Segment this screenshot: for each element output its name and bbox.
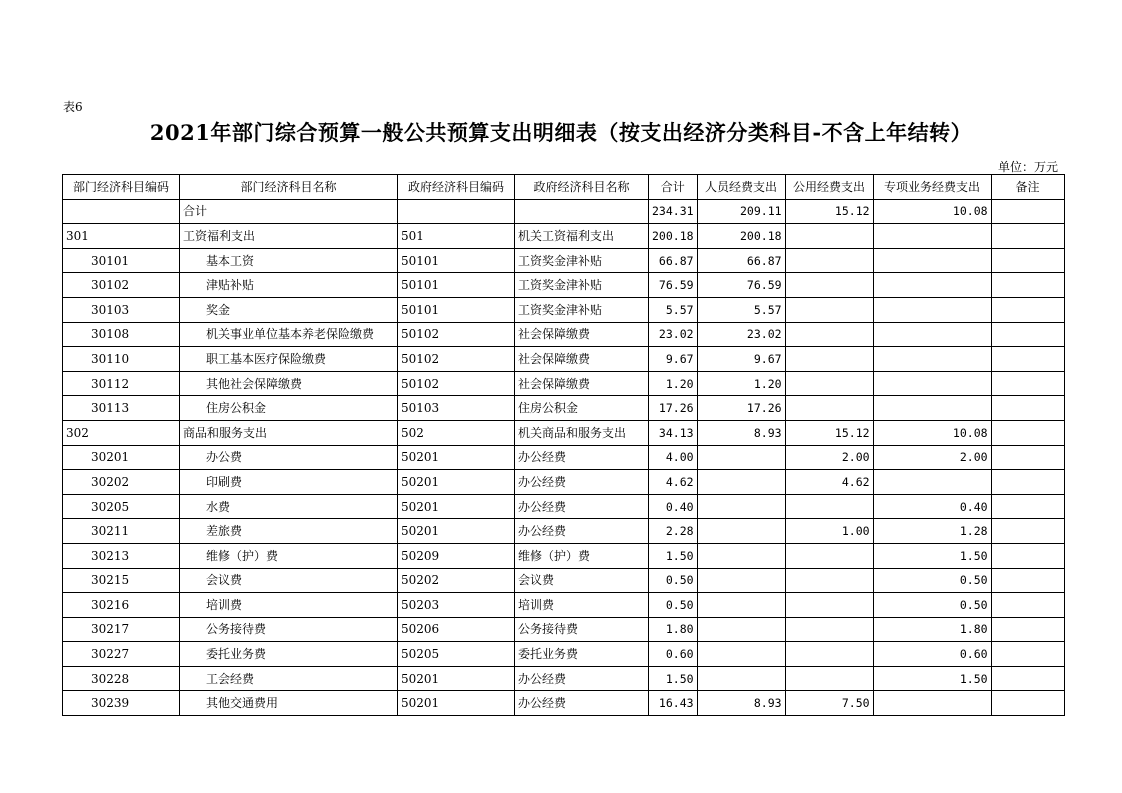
special-cell: 0.40 (873, 494, 991, 519)
dept-code-cell: 30110 (63, 347, 180, 372)
table-row (63, 199, 1065, 224)
gov-name-cell (515, 199, 649, 224)
gov-code-cell: 50101 (398, 273, 515, 298)
table-row (63, 691, 1065, 716)
gov-code-cell: 50202 (398, 568, 515, 593)
note-cell (991, 470, 1064, 495)
dept-code-cell: 30213 (63, 543, 180, 568)
header-gov-code: 政府经济科目编码 (398, 175, 515, 200)
gov-code-cell: 502 (398, 420, 515, 445)
personnel-cell: 1.20 (697, 371, 785, 396)
dept-name-cell: 津贴补贴 (180, 273, 398, 298)
dept-code-cell: 30103 (63, 297, 180, 322)
note-cell (991, 347, 1064, 372)
gov-name-cell: 工资奖金津补贴 (515, 297, 649, 322)
unit-label: 单位：万元 (997, 160, 1058, 174)
dept-name-cell: 水费 (180, 494, 398, 519)
gov-code-cell: 50201 (398, 519, 515, 544)
dept-name-cell: 公务接待费 (180, 617, 398, 642)
dept-code-cell: 30201 (63, 445, 180, 470)
gov-name-cell: 社会保障缴费 (515, 322, 649, 347)
note-cell (991, 273, 1064, 298)
dept-name-cell: 委托业务费 (180, 642, 398, 667)
total-cell: 200.18 (649, 224, 698, 249)
public-cell: 1.00 (785, 519, 873, 544)
dept-code-cell: 30227 (63, 642, 180, 667)
table-row (63, 420, 1065, 445)
note-cell (991, 617, 1064, 642)
total-cell: 0.50 (649, 593, 698, 618)
public-cell: 15.12 (785, 420, 873, 445)
personnel-cell (697, 445, 785, 470)
total-cell: 1.20 (649, 371, 698, 396)
gov-name-cell: 维修（护）费 (515, 543, 649, 568)
public-cell (785, 273, 873, 298)
gov-name-cell: 委托业务费 (515, 642, 649, 667)
dept-name-cell: 机关事业单位基本养老保险缴费 (180, 322, 398, 347)
personnel-cell (697, 593, 785, 618)
note-cell (991, 593, 1064, 618)
personnel-cell: 8.93 (697, 420, 785, 445)
public-cell (785, 224, 873, 249)
public-cell (785, 396, 873, 421)
dept-code-cell: 30113 (63, 396, 180, 421)
header-special: 专项业务经费支出 (873, 175, 991, 200)
total-cell: 76.59 (649, 273, 698, 298)
note-cell (991, 642, 1064, 667)
table-row (63, 445, 1065, 470)
public-cell (785, 593, 873, 618)
table-row (63, 568, 1065, 593)
header-row (63, 175, 1065, 200)
special-cell: 10.08 (873, 199, 991, 224)
gov-code-cell: 50203 (398, 593, 515, 618)
table-row (63, 642, 1065, 667)
dept-name-cell: 职工基本医疗保险缴费 (180, 347, 398, 372)
dept-name-cell: 会议费 (180, 568, 398, 593)
note-cell (991, 297, 1064, 322)
dept-code-cell: 30202 (63, 470, 180, 495)
dept-code-cell: 30216 (63, 593, 180, 618)
note-cell (991, 445, 1064, 470)
public-cell (785, 297, 873, 322)
gov-code-cell: 50201 (398, 666, 515, 691)
personnel-cell: 23.02 (697, 322, 785, 347)
special-cell: 1.50 (873, 543, 991, 568)
gov-code-cell (398, 199, 515, 224)
table-row (63, 248, 1065, 273)
gov-code-cell: 50205 (398, 642, 515, 667)
gov-code-cell: 50201 (398, 691, 515, 716)
dept-name-cell: 维修（护）费 (180, 543, 398, 568)
dept-code-cell: 30228 (63, 666, 180, 691)
header-total: 合计 (649, 175, 698, 200)
table-row (63, 617, 1065, 642)
gov-code-cell: 50101 (398, 297, 515, 322)
gov-name-cell: 办公经费 (515, 470, 649, 495)
dept-code-cell: 302 (63, 420, 180, 445)
special-cell (873, 273, 991, 298)
dept-name-cell: 商品和服务支出 (180, 420, 398, 445)
personnel-cell (697, 568, 785, 593)
gov-name-cell: 办公经费 (515, 494, 649, 519)
header-personnel: 人员经费支出 (697, 175, 785, 200)
sheet-label: 表6 (63, 100, 83, 114)
note-cell (991, 494, 1064, 519)
gov-code-cell: 50209 (398, 543, 515, 568)
total-cell: 2.28 (649, 519, 698, 544)
special-cell (873, 470, 991, 495)
total-cell: 0.50 (649, 568, 698, 593)
personnel-cell: 76.59 (697, 273, 785, 298)
dept-name-cell: 工会经费 (180, 666, 398, 691)
gov-name-cell: 办公经费 (515, 666, 649, 691)
total-cell: 9.67 (649, 347, 698, 372)
dept-code-cell: 30102 (63, 273, 180, 298)
dept-code-cell: 30205 (63, 494, 180, 519)
total-cell: 34.13 (649, 420, 698, 445)
gov-name-cell: 住房公积金 (515, 396, 649, 421)
personnel-cell (697, 470, 785, 495)
table-row (63, 519, 1065, 544)
total-cell: 23.02 (649, 322, 698, 347)
public-cell: 4.62 (785, 470, 873, 495)
total-cell: 4.00 (649, 445, 698, 470)
total-cell: 17.26 (649, 396, 698, 421)
personnel-cell: 200.18 (697, 224, 785, 249)
table-row (63, 666, 1065, 691)
special-cell: 1.28 (873, 519, 991, 544)
gov-code-cell: 50201 (398, 494, 515, 519)
special-cell: 10.08 (873, 420, 991, 445)
gov-code-cell: 50102 (398, 322, 515, 347)
dept-name-cell: 差旅费 (180, 519, 398, 544)
special-cell (873, 297, 991, 322)
dept-code-cell: 30112 (63, 371, 180, 396)
special-cell (873, 224, 991, 249)
total-cell: 1.50 (649, 543, 698, 568)
budget-table (62, 174, 1065, 716)
gov-name-cell: 社会保障缴费 (515, 371, 649, 396)
special-cell: 1.50 (873, 666, 991, 691)
dept-name-cell: 办公费 (180, 445, 398, 470)
public-cell: 15.12 (785, 199, 873, 224)
public-cell: 2.00 (785, 445, 873, 470)
total-cell: 0.60 (649, 642, 698, 667)
table-row (63, 494, 1065, 519)
personnel-cell: 209.11 (697, 199, 785, 224)
note-cell (991, 691, 1064, 716)
total-cell: 234.31 (649, 199, 698, 224)
note-cell (991, 371, 1064, 396)
table-body (63, 199, 1065, 715)
table-row (63, 543, 1065, 568)
gov-name-cell: 工资奖金津补贴 (515, 273, 649, 298)
special-cell (873, 248, 991, 273)
special-cell (873, 396, 991, 421)
dept-name-cell: 印刷费 (180, 470, 398, 495)
special-cell (873, 347, 991, 372)
dept-code-cell: 30217 (63, 617, 180, 642)
public-cell (785, 617, 873, 642)
special-cell (873, 691, 991, 716)
public-cell (785, 642, 873, 667)
gov-code-cell: 50102 (398, 371, 515, 396)
public-cell (785, 494, 873, 519)
note-cell (991, 568, 1064, 593)
header-public: 公用经费支出 (785, 175, 873, 200)
gov-code-cell: 50206 (398, 617, 515, 642)
total-cell: 1.50 (649, 666, 698, 691)
special-cell: 0.60 (873, 642, 991, 667)
dept-name-cell: 基本工资 (180, 248, 398, 273)
gov-name-cell: 培训费 (515, 593, 649, 618)
note-cell (991, 420, 1064, 445)
total-cell: 5.57 (649, 297, 698, 322)
personnel-cell: 17.26 (697, 396, 785, 421)
gov-code-cell: 50102 (398, 347, 515, 372)
personnel-cell: 66.87 (697, 248, 785, 273)
personnel-cell (697, 494, 785, 519)
dept-name-cell: 培训费 (180, 593, 398, 618)
public-cell (785, 666, 873, 691)
dept-code-cell: 30101 (63, 248, 180, 273)
gov-name-cell: 会议费 (515, 568, 649, 593)
total-cell: 16.43 (649, 691, 698, 716)
public-cell (785, 322, 873, 347)
special-cell: 0.50 (873, 568, 991, 593)
note-cell (991, 519, 1064, 544)
table-row (63, 224, 1065, 249)
table-row (63, 396, 1065, 421)
gov-code-cell: 50201 (398, 470, 515, 495)
header-note: 备注 (991, 175, 1064, 200)
note-cell (991, 322, 1064, 347)
note-cell (991, 224, 1064, 249)
personnel-cell (697, 519, 785, 544)
personnel-cell: 8.93 (697, 691, 785, 716)
dept-name-cell: 工资福利支出 (180, 224, 398, 249)
gov-name-cell: 办公经费 (515, 519, 649, 544)
header-dept-code: 部门经济科目编码 (63, 175, 180, 200)
dept-name-cell: 合计 (180, 199, 398, 224)
total-cell: 66.87 (649, 248, 698, 273)
dept-code-cell: 30215 (63, 568, 180, 593)
public-cell (785, 248, 873, 273)
public-cell (785, 543, 873, 568)
total-cell: 0.40 (649, 494, 698, 519)
personnel-cell (697, 642, 785, 667)
dept-code-cell: 301 (63, 224, 180, 249)
gov-name-cell: 办公经费 (515, 445, 649, 470)
table-row (63, 593, 1065, 618)
special-cell (873, 371, 991, 396)
public-cell (785, 347, 873, 372)
gov-name-cell: 工资奖金津补贴 (515, 248, 649, 273)
gov-name-cell: 机关商品和服务支出 (515, 420, 649, 445)
note-cell (991, 666, 1064, 691)
personnel-cell (697, 666, 785, 691)
gov-code-cell: 50103 (398, 396, 515, 421)
gov-code-cell: 50101 (398, 248, 515, 273)
table-row (63, 322, 1065, 347)
personnel-cell (697, 543, 785, 568)
gov-code-cell: 50201 (398, 445, 515, 470)
public-cell (785, 568, 873, 593)
public-cell: 7.50 (785, 691, 873, 716)
note-cell (991, 543, 1064, 568)
dept-name-cell: 其他社会保障缴费 (180, 371, 398, 396)
table-row (63, 470, 1065, 495)
dept-name-cell: 其他交通费用 (180, 691, 398, 716)
dept-code-cell: 30211 (63, 519, 180, 544)
special-cell: 2.00 (873, 445, 991, 470)
table-row (63, 347, 1065, 372)
special-cell (873, 322, 991, 347)
total-cell: 4.62 (649, 470, 698, 495)
header-gov-name: 政府经济科目名称 (515, 175, 649, 200)
public-cell (785, 371, 873, 396)
total-cell: 1.80 (649, 617, 698, 642)
dept-code-cell: 30239 (63, 691, 180, 716)
gov-name-cell: 公务接待费 (515, 617, 649, 642)
note-cell (991, 248, 1064, 273)
dept-code-cell: 30108 (63, 322, 180, 347)
page-title: 2021年部门综合预算一般公共预算支出明细表（按支出经济分类科目-不含上年结转） (149, 120, 973, 145)
special-cell: 1.80 (873, 617, 991, 642)
gov-name-cell: 办公经费 (515, 691, 649, 716)
personnel-cell (697, 617, 785, 642)
table-row (63, 273, 1065, 298)
gov-code-cell: 501 (398, 224, 515, 249)
table-row (63, 297, 1065, 322)
note-cell (991, 199, 1064, 224)
dept-name-cell: 住房公积金 (180, 396, 398, 421)
dept-code-cell (63, 199, 180, 224)
personnel-cell: 9.67 (697, 347, 785, 372)
special-cell: 0.50 (873, 593, 991, 618)
note-cell (991, 396, 1064, 421)
table-row (63, 371, 1065, 396)
gov-name-cell: 社会保障缴费 (515, 347, 649, 372)
dept-name-cell: 奖金 (180, 297, 398, 322)
personnel-cell: 5.57 (697, 297, 785, 322)
gov-name-cell: 机关工资福利支出 (515, 224, 649, 249)
header-dept-name: 部门经济科目名称 (180, 175, 398, 200)
